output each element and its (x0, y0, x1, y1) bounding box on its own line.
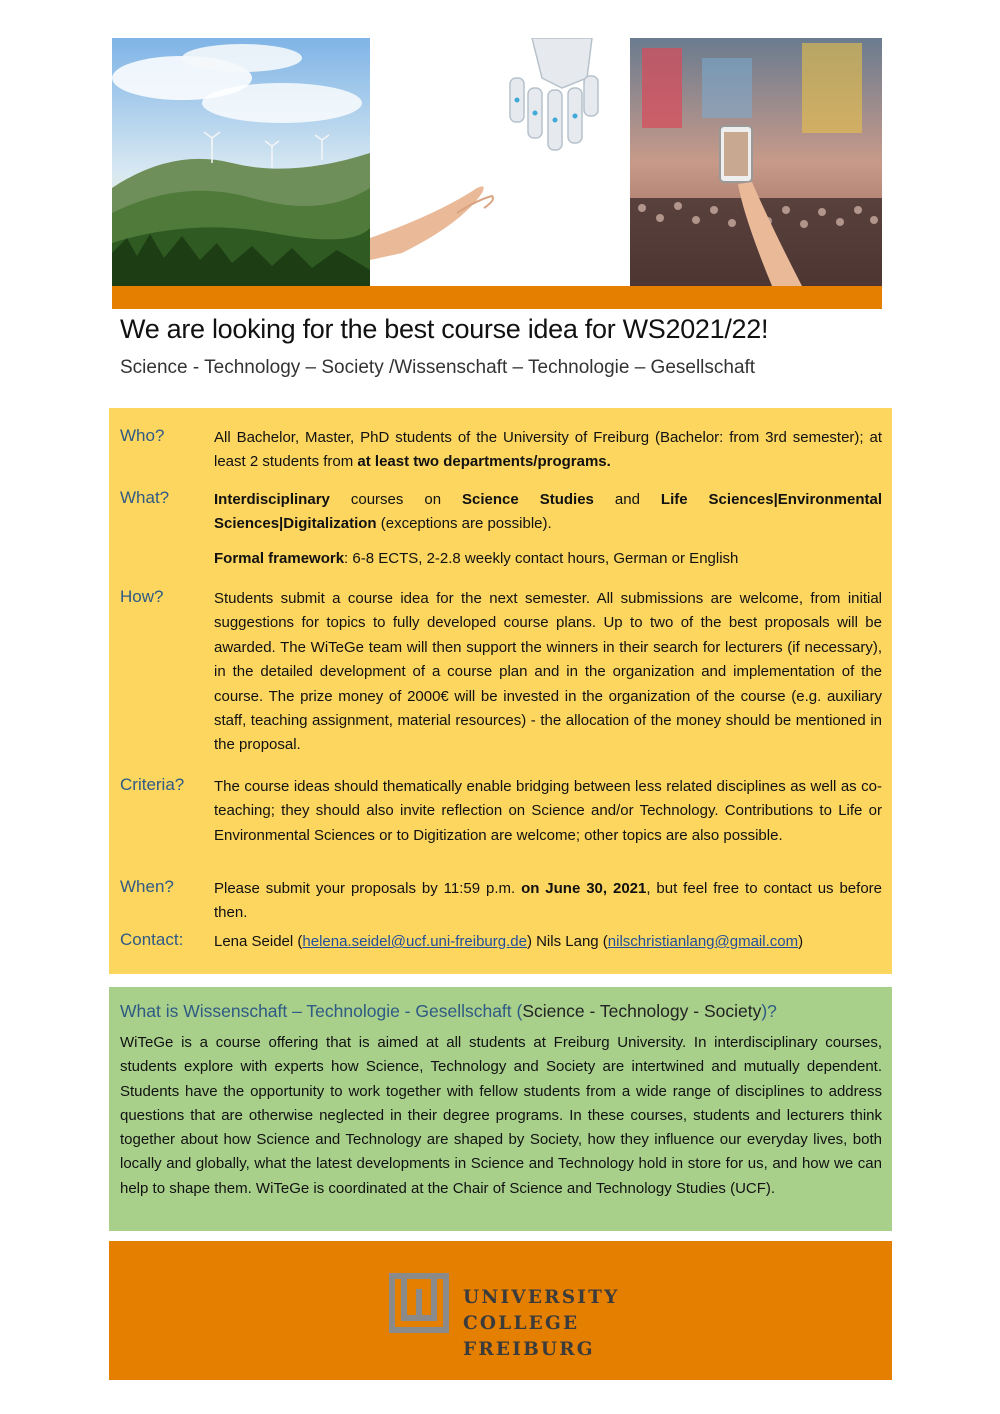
who-label: Who? (120, 426, 165, 445)
footer-banner (109, 1241, 892, 1380)
ucf-logo-wordmark: UNIVERSITY COLLEGE FREIBURG (463, 1287, 620, 1360)
landscape-photo (112, 38, 370, 286)
what-label: What? (120, 488, 170, 507)
page-subtitle: Science - Technology – Society /Wissenschaft – Technologie – Gesellschaft (120, 357, 756, 378)
contact-text: Lena Seidel (helena.seidel@ucf.uni-freiburg.de) Nils Lang (nilschristianlang@gmail.com) (214, 933, 804, 950)
page-title: We are looking for the best course idea for WS2021/22! (120, 314, 769, 344)
how-text: Students submit a course idea for the next semester. All submissions are welcome, from initial suggestions for topics to fully developed course plans. Up to two of the best proposals will be awarded. The WiTeGe team will then support the winners in their search for lecturers (if necessary), in the detailed development of a course plan and in the organization and implementation of the course. The prize money of 2000€ will be invested in the organization of the course (e.g. auxiliary staff, teaching assignment, material resources) - the allocation of the money should be mentioned in the proposal. (214, 590, 882, 754)
how-label: How? (120, 587, 164, 606)
who-text: All Bachelor, Master, PhD students of the University of Freiburg (Bachelor: from 3rd semester); at least 2 students from at least two departments/programs. (214, 429, 882, 471)
witege-description-box (109, 987, 892, 1231)
city-crowd-photo (630, 38, 882, 286)
contact-label: Contact: (120, 930, 184, 949)
criteria-label: Criteria? (120, 775, 185, 794)
when-text: Please submit your proposals by 11:59 p.m. on June 30, 2021, but feel free to contact us before then. (214, 880, 882, 922)
header-accent-bar (112, 286, 882, 309)
what-text: Interdisciplinary courses on Science Studies and Life Sciences|Environmental Sciences|Digitalization (exceptions are possible). (214, 491, 882, 533)
header-image-collage (112, 38, 882, 286)
framework-text: Formal framework: 6-8 ECTS, 2-2.8 weekly contact hours, German or English (214, 550, 739, 567)
criteria-text: The course ideas should thematically enable bridging between less related disciplines as well as co-teaching; they should also invite reflection on Science and/or Technology. Contributions to Life or Environmental Sciences or to Digitization are welcome; other topics are also possible. (214, 778, 882, 844)
ucf-logo-icon (389, 1273, 449, 1333)
witege-body: WiTeGe is a course offering that is aimed at all students at Freiburg University. In interdisciplinary courses, students explore with experts how Science, Technology and Society are intertwined and mutually dependent. Students have the opportunity to work together with fellow students from a wide range of disciplines to address questions that are otherwise neglected in their degree programs. In these courses, students and lecturers think together about how Science and Technology are shaped by Society, how they influence our everyday lives, both locally and globally, what the latest developments in Science and Technology hold in store for us, and how we can help to shape them. WiTeGe is coordinated at the Chair of Science and Technology Studies (UCF). (120, 1034, 882, 1197)
when-label: When? (120, 877, 174, 896)
call-details-box (109, 408, 892, 974)
email-link-lang[interactable]: nilschristianlang@gmail.com (607, 933, 799, 950)
robot-human-hands-photo (370, 38, 630, 286)
header-illustration (112, 38, 882, 286)
witege-heading: What is Wissenschaft – Technologie - Gesellschaft (Science - Technology - Society)? (120, 1001, 777, 1021)
email-link-seidel[interactable]: helena.seidel@ucf.uni-freiburg.de (302, 933, 527, 950)
